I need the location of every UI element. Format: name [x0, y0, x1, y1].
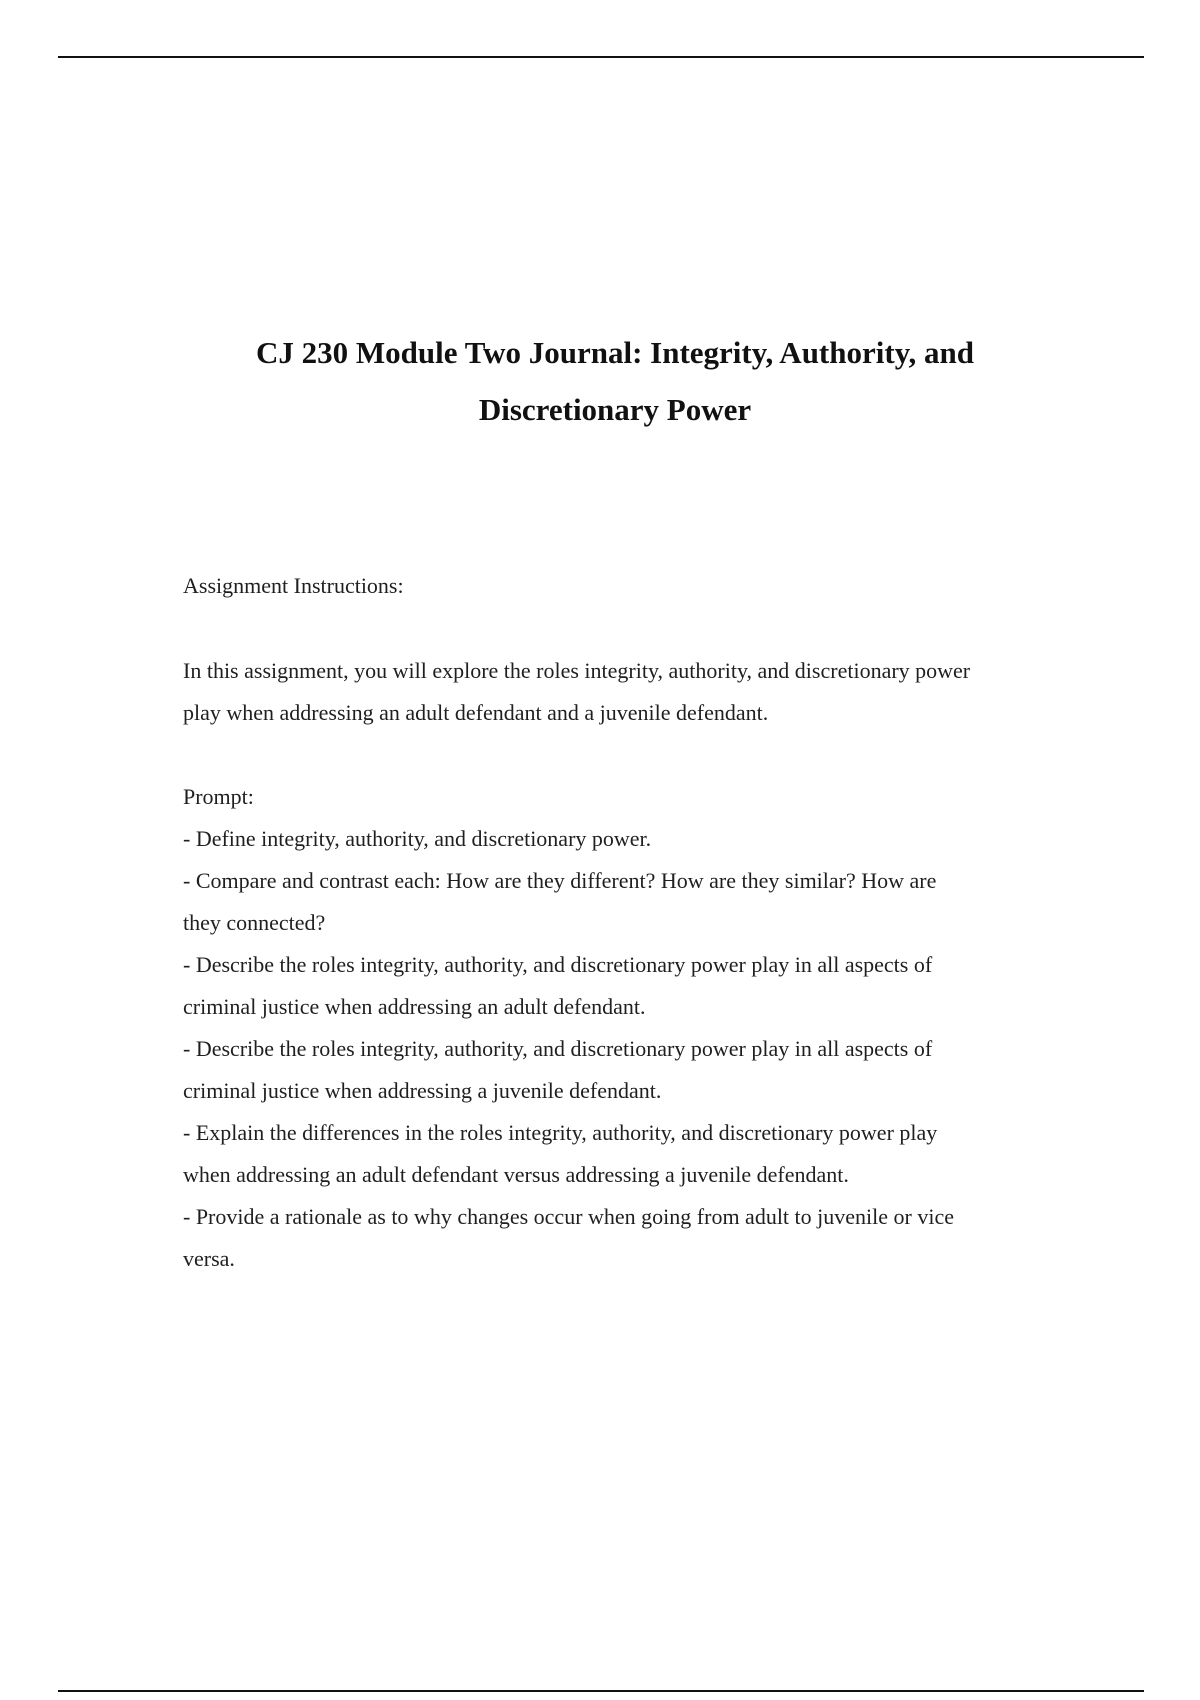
- prompt-line: - Compare and contrast each: How are they different? How are they similar? How are: [183, 868, 937, 893]
- spacer: [183, 734, 1083, 776]
- intro-line: play when addressing an adult defendant and a juvenile defendant.: [183, 700, 769, 725]
- prompt-line: they connected?: [183, 910, 326, 935]
- prompt-line: - Describe the roles integrity, authority, and discretionary power play in all aspects of: [183, 952, 933, 977]
- title-line: CJ 230 Module Two Journal: Integrity, Authority, and: [256, 335, 974, 370]
- prompt-line: criminal justice when addressing a juvenile defendant.: [183, 1078, 662, 1103]
- top-divider: [58, 56, 1144, 58]
- prompt-line: criminal justice when addressing an adult defendant.: [183, 994, 646, 1019]
- prompt-line: - Define integrity, authority, and discretionary power.: [183, 826, 652, 851]
- document-title: [180, 324, 1050, 438]
- spacer: [183, 607, 1083, 650]
- title-line: Discretionary Power: [478, 392, 752, 427]
- prompt-line: - Provide a rationale as to why changes occur when going from adult to juvenile or vice: [183, 1204, 954, 1229]
- instructions-heading: Assignment Instructions:: [183, 573, 404, 598]
- document-body: [183, 565, 1083, 1280]
- prompt-line: - Describe the roles integrity, authority, and discretionary power play in all aspects of: [183, 1036, 933, 1061]
- prompt-heading: Prompt:: [183, 784, 254, 809]
- prompt-line: - Explain the differences in the roles integrity, authority, and discretionary power play: [183, 1120, 938, 1145]
- bottom-divider: [58, 1690, 1144, 1692]
- prompt-line: when addressing an adult defendant versus addressing a juvenile defendant.: [183, 1162, 849, 1187]
- intro-line: In this assignment, you will explore the roles integrity, authority, and discretionary power: [183, 658, 971, 683]
- prompt-line: versa.: [183, 1246, 235, 1271]
